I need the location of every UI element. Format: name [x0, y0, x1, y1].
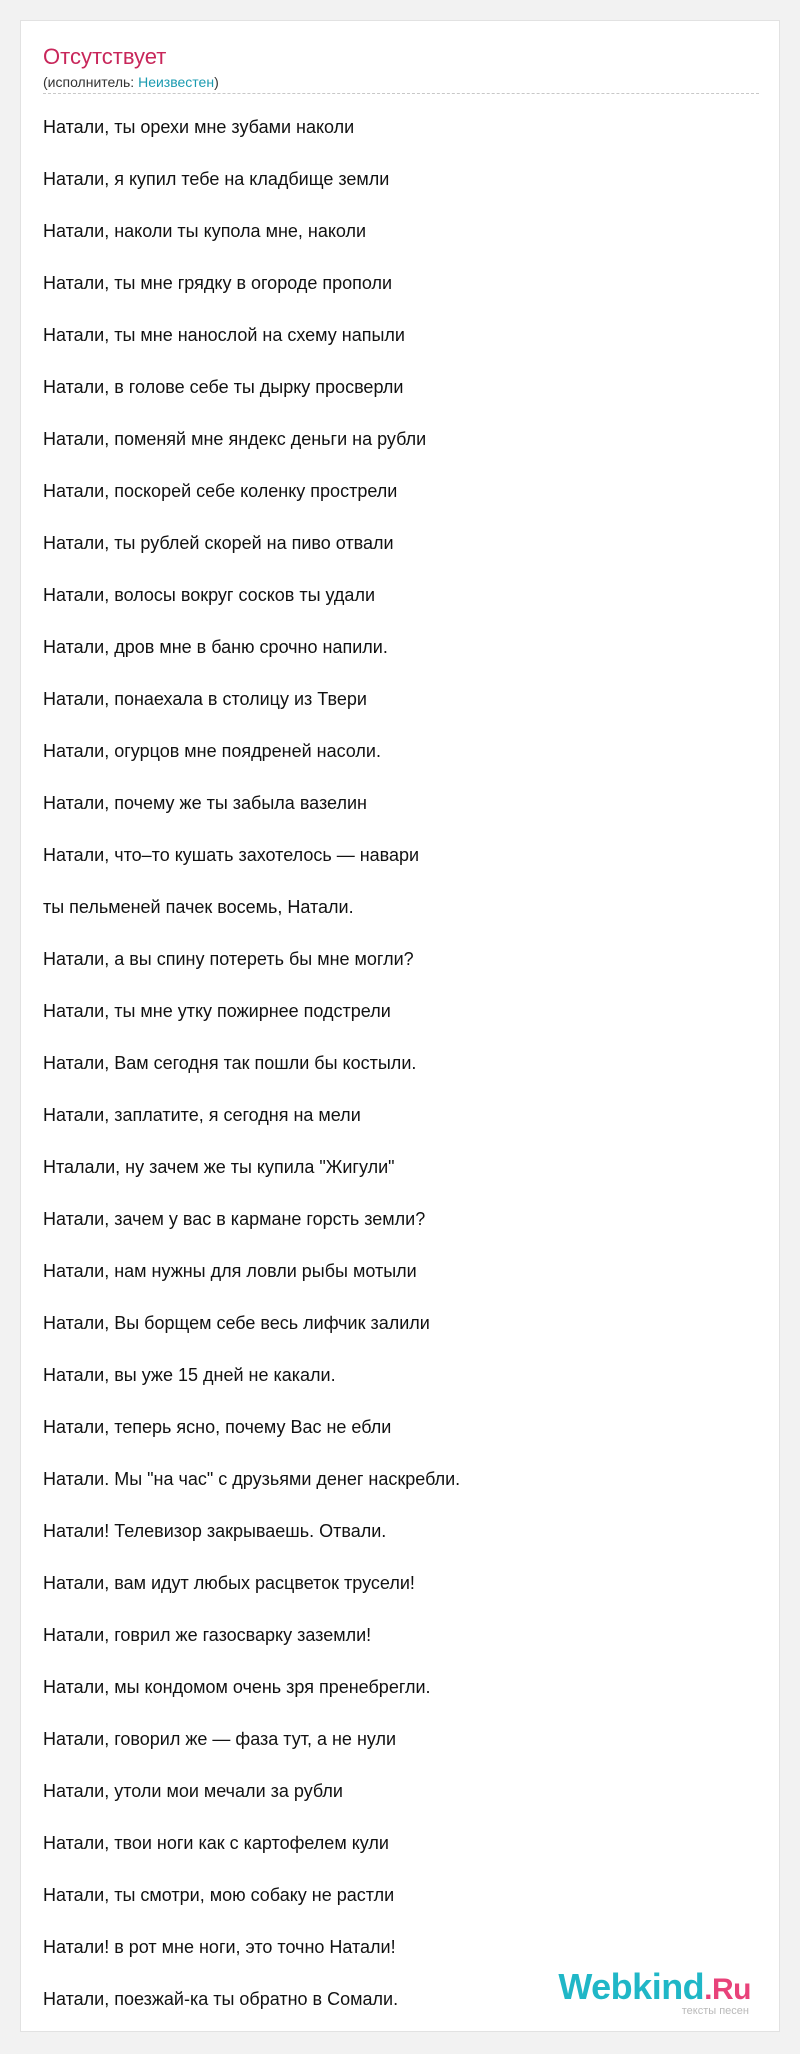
lyric-line: Натали, Вы борщем себе весь лифчик залили — [43, 1313, 430, 1333]
lyric-line: Натали, я купил тебе на кладбище земли — [43, 169, 390, 189]
lyric-line: Натали, огурцов мне поядреней насоли. — [43, 741, 381, 761]
lyric-line: Натали, ты смотри, мою собаку не растли — [43, 1885, 395, 1905]
lyric-line: Натали, ты мне грядку в огороде прополи — [43, 273, 393, 293]
artist-link[interactable]: Неизвестен — [138, 74, 215, 90]
header-divider — [43, 93, 759, 94]
lyric-line: Натали, что–то кушать захотелось — навари — [43, 845, 420, 865]
lyric-line: Натали, вы уже 15 дней не какали. — [43, 1365, 336, 1385]
artist-line — [43, 73, 219, 91]
lyric-line: Натали, зачем у вас в кармане горсть земли? — [43, 1209, 426, 1229]
lyric-line: Нталали, ну зачем же ты купила "Жигули" — [43, 1157, 395, 1177]
lyric-line: Натали! в рот мне ноги, это точно Натали! — [43, 1937, 396, 1957]
lyrics-list — [43, 116, 759, 2040]
lyric-line: Натали, волосы вокруг сосков ты удали — [43, 585, 375, 605]
lyric-line: Натали, нам нужны для ловли рыбы мотыли — [43, 1261, 417, 1281]
song-title: Отсутствует — [43, 44, 167, 69]
logo-suffix-text: .Ru — [704, 1973, 751, 2006]
lyric-line: Натали, в голове себе ты дырку просверли — [43, 377, 404, 397]
lyric-line: Натали, вам идут любых расцветок трусели! — [43, 1573, 415, 1593]
lyric-line: Натали, заплатите, я сегодня на мели — [43, 1105, 361, 1125]
lyric-line: Натали! Телевизор закрываешь. Отвали. — [43, 1521, 387, 1541]
lyric-line: Натали, говорил же — фаза тут, а не нули — [43, 1729, 397, 1749]
lyric-line: Натали, поменяй мне яндекс деньги на рубли — [43, 429, 427, 449]
lyric-line: Натали, дров мне в баню срочно напили. — [43, 637, 388, 657]
logo-wordmark — [558, 1966, 751, 2007]
lyric-line: Натали, поезжай-ка ты обратно в Сомали. — [43, 1989, 399, 2009]
lyric-line: Натали, теперь ясно, почему Вас не ебли — [43, 1417, 392, 1437]
lyric-line: Натали, почему же ты забыла вазелин — [43, 793, 367, 813]
lyric-line: Натали, твои ноги как с картофелем кули — [43, 1833, 389, 1853]
lyric-line: Натали, а вы спину потереть бы мне могли? — [43, 949, 414, 969]
lyric-line: Натали, мы кондомом очень зря пренебрегли. — [43, 1677, 431, 1697]
lyric-line: Натали, ты мне нанослой на схему напыли — [43, 325, 405, 345]
lyric-line: Натали, наколи ты купола мне, наколи — [43, 221, 367, 241]
artist-prefix: (исполнитель: — [43, 74, 139, 90]
logo-tagline: тексты песен — [681, 2005, 749, 2017]
lyric-line: Натали, утоли мои мечали за рубли — [43, 1781, 343, 1801]
lyric-line: Натали, ты рублей скорей на пиво отвали — [43, 533, 394, 553]
lyric-line: ты пельменей пачек восемь, Натали. — [43, 897, 354, 917]
site-logo[interactable] — [558, 1966, 751, 2017]
lyric-line: Натали, ты орехи мне зубами наколи — [43, 117, 355, 137]
lyric-line: Натали. Мы "на час" с друзьями денег наскребли. — [43, 1469, 461, 1489]
lyric-line: Натали, ты мне утку пожирнее подстрели — [43, 1001, 391, 1021]
artist-suffix: ) — [214, 74, 219, 90]
lyric-line: Натали, понаехала в столицу из Твери — [43, 689, 367, 709]
logo-main-text: Webkind — [558, 1966, 705, 2007]
lyric-line: Натали, Вам сегодня так пошли бы костыли. — [43, 1053, 417, 1073]
lyric-line: Натали, поскорей себе коленку прострели — [43, 481, 398, 501]
lyric-line: Натали, говрил же газосварку заземли! — [43, 1625, 372, 1645]
lyrics-card — [20, 20, 780, 2032]
